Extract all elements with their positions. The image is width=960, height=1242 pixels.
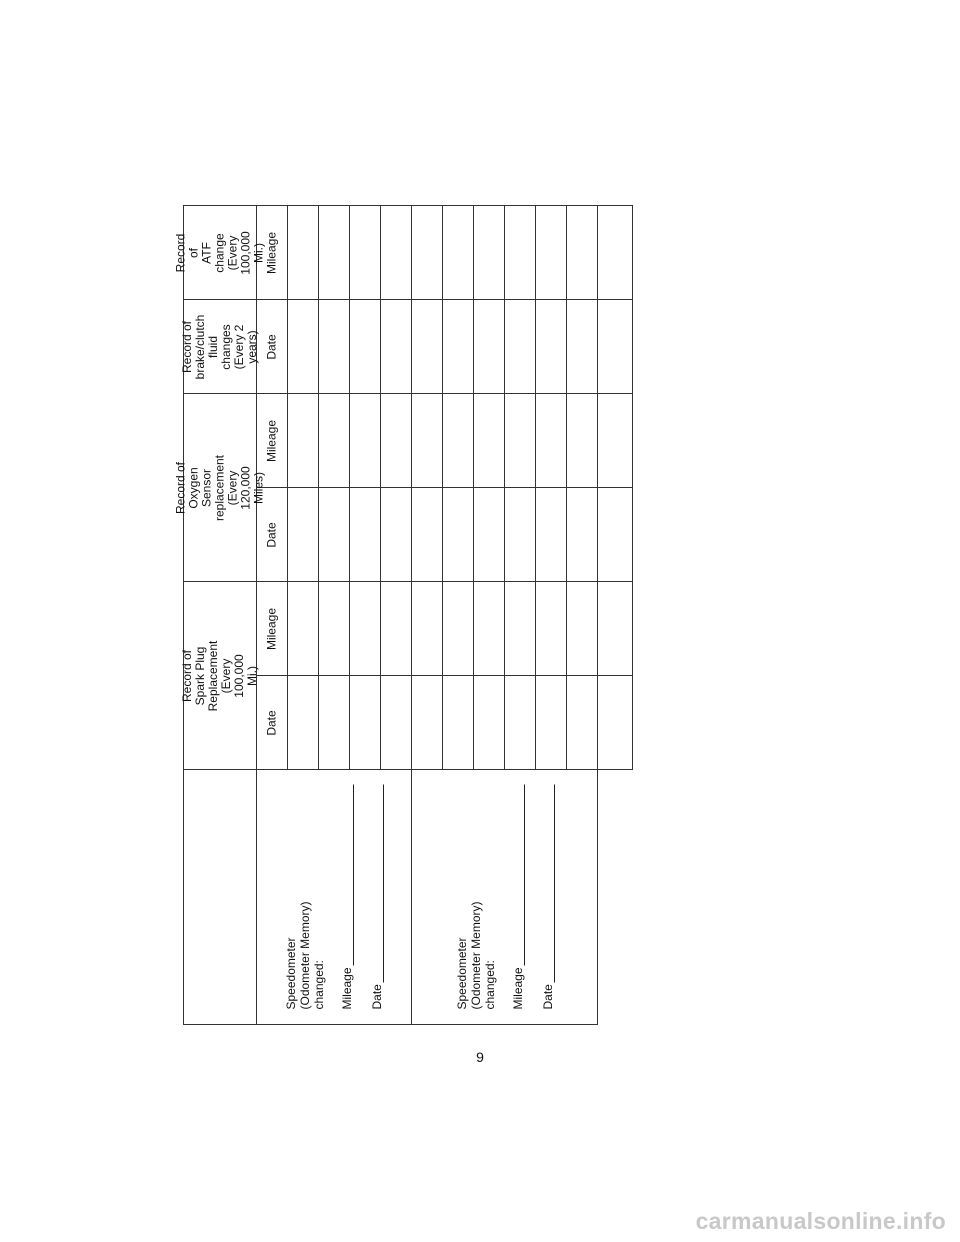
spark-plug-date-cell[interactable] [598, 676, 633, 770]
date-blank-line[interactable] [543, 785, 555, 983]
oxygen-mileage-cell[interactable] [412, 394, 443, 488]
atf-change-header: Record of ATF change (Every 100,000 Mi.) [184, 206, 257, 300]
spark-plug-mileage-cell[interactable] [288, 582, 319, 676]
oxygen-mileage-cell[interactable] [536, 394, 567, 488]
brake-fluid-date-cell[interactable] [536, 300, 567, 394]
spark-plug-mileage-cell[interactable] [381, 582, 412, 676]
atf-mileage-cell[interactable] [288, 206, 319, 300]
spark-plug-mileage-cell[interactable] [474, 582, 505, 676]
spark-plug-date-cell[interactable] [319, 676, 350, 770]
atf-mileage-cell[interactable] [381, 206, 412, 300]
spark-plug-date-cell[interactable] [505, 676, 536, 770]
mileage-label: Mileage [340, 967, 354, 1010]
brake-fluid-date-cell[interactable] [412, 300, 443, 394]
oxygen-mileage-cell[interactable] [443, 394, 474, 488]
atf-mileage-cell[interactable] [505, 206, 536, 300]
brake-fluid-date-cell[interactable] [567, 300, 598, 394]
brake-fluid-date-cell[interactable] [319, 300, 350, 394]
brake-fluid-date-cell[interactable] [505, 300, 536, 394]
spark-plug-header: Record of Spark Plug Replacement (Every 100,000 Mi.) [184, 582, 257, 770]
changed-label: changed: [482, 960, 497, 1010]
oxygen-date-cell[interactable] [598, 488, 633, 582]
spark-plug-mileage-cell[interactable] [350, 582, 381, 676]
oxygen-mileage-subheader: Mileage [257, 394, 288, 488]
oxygen-mileage-cell[interactable] [288, 394, 319, 488]
watermark: carmanualsonline.info [695, 1208, 946, 1234]
spark-plug-mileage-cell[interactable] [536, 582, 567, 676]
brake-fluid-date-cell[interactable] [474, 300, 505, 394]
spark-plug-date-cell[interactable] [567, 676, 598, 770]
oxygen-mileage-cell[interactable] [598, 394, 633, 488]
oxygen-date-cell[interactable] [443, 488, 474, 582]
speedometer-empty-corner [184, 770, 257, 1025]
atf-mileage-cell[interactable] [598, 206, 633, 300]
oxygen-date-cell[interactable] [288, 488, 319, 582]
odometer-memory-label: (Odometer Memory) [468, 901, 483, 1010]
oxygen-mileage-cell[interactable] [350, 394, 381, 488]
spark-plug-mileage-subheader: Mileage [257, 582, 288, 676]
spark-plug-date-subheader: Date [257, 676, 288, 770]
odometer-memory-label: (Odometer Memory) [298, 901, 312, 1010]
mileage-label: Mileage [510, 967, 525, 1010]
date-blank-line[interactable] [372, 785, 384, 983]
oxygen-mileage-cell[interactable] [505, 394, 536, 488]
spark-plug-mileage-cell[interactable] [443, 582, 474, 676]
page-number: 9 [476, 1049, 484, 1065]
brake-fluid-header: Record of brake/clutch fluid changes (Every 2 years) [184, 300, 257, 394]
speedometer-label: Speedometer [284, 937, 298, 1010]
spark-plug-mileage-cell[interactable] [598, 582, 633, 676]
spark-plug-date-cell[interactable] [536, 676, 567, 770]
spark-plug-mileage-cell[interactable] [505, 582, 536, 676]
oxygen-date-cell[interactable] [381, 488, 412, 582]
speedometer-label: Speedometer [454, 937, 469, 1010]
oxygen-date-cell[interactable] [567, 488, 598, 582]
oxygen-mileage-cell[interactable] [567, 394, 598, 488]
atf-mileage-cell[interactable] [567, 206, 598, 300]
brake-fluid-date-cell[interactable] [598, 300, 633, 394]
oxygen-date-cell[interactable] [319, 488, 350, 582]
mileage-blank-line[interactable] [513, 785, 525, 966]
spark-plug-date-cell[interactable] [443, 676, 474, 770]
oxygen-date-cell[interactable] [350, 488, 381, 582]
atf-mileage-cell[interactable] [319, 206, 350, 300]
spark-plug-date-cell[interactable] [350, 676, 381, 770]
speedometer-record-2[interactable] [412, 770, 598, 1025]
spark-plug-mileage-cell[interactable] [567, 582, 598, 676]
brake-fluid-date-cell[interactable] [443, 300, 474, 394]
brake-fluid-date-cell[interactable] [350, 300, 381, 394]
spark-plug-mileage-cell[interactable] [319, 582, 350, 676]
spark-plug-date-cell[interactable] [474, 676, 505, 770]
oxygen-mileage-cell[interactable] [474, 394, 505, 488]
oxygen-date-cell[interactable] [412, 488, 443, 582]
atf-mileage-cell[interactable] [412, 206, 443, 300]
spark-plug-date-cell[interactable] [412, 676, 443, 770]
oxygen-date-cell[interactable] [536, 488, 567, 582]
oxygen-sensor-header: Record of Oxygen Sensor replacement (Every 120,000 Miles) [184, 394, 257, 582]
speedometer-record-1[interactable] [257, 770, 412, 1025]
atf-mileage-cell[interactable] [536, 206, 567, 300]
maintenance-record-table [173, 205, 633, 1025]
date-label: Date [540, 984, 555, 1010]
spark-plug-date-cell[interactable] [288, 676, 319, 770]
oxygen-date-cell[interactable] [474, 488, 505, 582]
oxygen-mileage-cell[interactable] [381, 394, 412, 488]
date-label: Date [370, 984, 384, 1010]
atf-mileage-subheader: Mileage [257, 206, 288, 300]
brake-fluid-date-cell[interactable] [381, 300, 412, 394]
oxygen-mileage-cell[interactable] [319, 394, 350, 488]
brake-fluid-date-subheader: Date [257, 300, 288, 394]
atf-mileage-cell[interactable] [474, 206, 505, 300]
mileage-blank-line[interactable] [342, 785, 354, 966]
spark-plug-mileage-cell[interactable] [412, 582, 443, 676]
changed-label: changed: [312, 960, 326, 1010]
oxygen-date-cell[interactable] [505, 488, 536, 582]
brake-fluid-date-cell[interactable] [288, 300, 319, 394]
oxygen-date-subheader: Date [257, 488, 288, 582]
atf-mileage-cell[interactable] [443, 206, 474, 300]
atf-mileage-cell[interactable] [350, 206, 381, 300]
spark-plug-date-cell[interactable] [381, 676, 412, 770]
